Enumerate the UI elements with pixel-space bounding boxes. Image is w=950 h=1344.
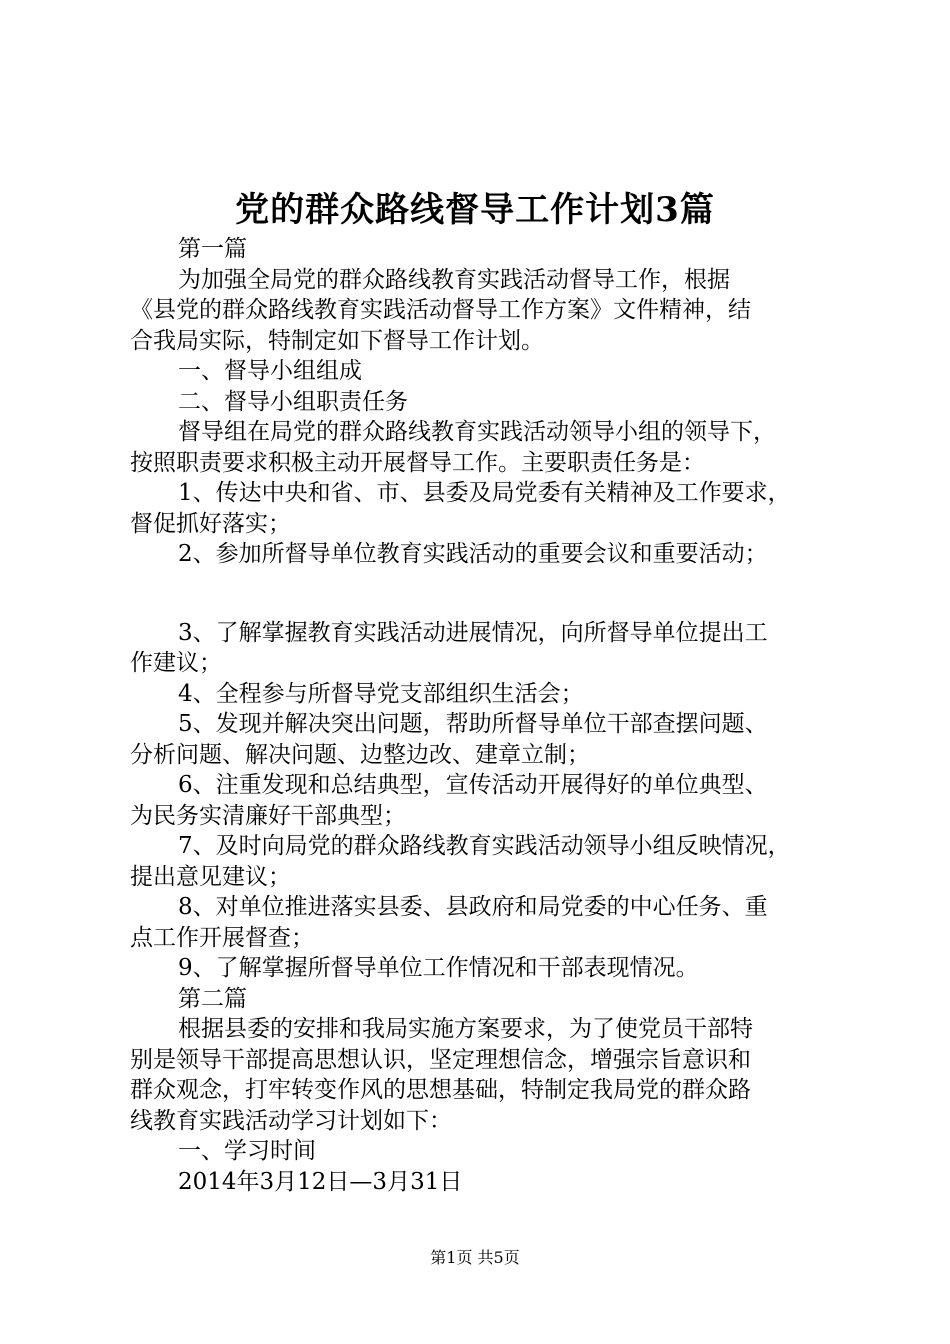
list-item-line: 督促抓好落实；: [130, 510, 291, 537]
subheading: 一、督导小组组成: [178, 358, 362, 384]
list-item-line: 1、传达中央和省、市、县委及局党委有关精神及工作要求，: [178, 480, 791, 506]
list-item-line: 9、了解掌握所督导单位工作情况和干部表现情况。: [178, 955, 699, 981]
list-item-line: 为民务实清廉好干部典型；: [130, 802, 406, 829]
paragraph-line: 线教育实践活动学习计划如下：: [130, 1107, 452, 1134]
list-item-line: 4、全程参与所督导党支部组织生活会；: [178, 680, 584, 707]
list-item-line: 5、发现并解决突出问题，帮助所督导单位干部查摆问题、: [178, 711, 768, 737]
paragraph-line: 《县党的群众路线教育实践活动督导工作方案》文件精神，结: [130, 297, 751, 323]
paragraph-line: 为加强全局党的群众路线教育实践活动督导工作，根据: [178, 266, 730, 293]
subheading: 二、督导小组职责任务: [178, 388, 408, 415]
list-item-line: 提出意见建议；: [130, 863, 291, 890]
list-item-line: 作建议；: [130, 650, 222, 676]
list-item-line: 6、注重发现和总结典型，宣传活动开展得好的单位典型、: [178, 772, 768, 798]
paragraph-line: 群众观念，打牢转变作风的思想基础，特制定我局党的群众路: [130, 1077, 751, 1103]
list-item-line: 2、参加所督导单位教育实践活动的重要会议和重要活动；: [178, 541, 768, 567]
list-item-line: 8、对单位推进落实县委、县政府和局党委的中心任务、重: [178, 894, 768, 920]
section-heading: 第一篇: [178, 236, 247, 262]
paragraph-line: 根据县委的安排和我局实施方案要求，为了使党员干部特: [178, 1016, 753, 1042]
date-range-line: 2014年3月12日—3月31日: [178, 1168, 463, 1195]
page-footer: 第1页 共5页: [430, 1248, 520, 1267]
document-title: 党的群众路线督导工作计划3篇: [235, 190, 715, 230]
section-heading: 第二篇: [178, 985, 247, 1012]
list-item-line: 分析问题、解决问题、边整边改、建章立制；: [130, 741, 590, 768]
blank-line: [130, 570, 830, 618]
subheading: 一、学习时间: [178, 1138, 316, 1164]
paragraph-line: 按照职责要求积极主动开展督导工作。主要职责任务是：: [130, 449, 705, 476]
document-body: [130, 234, 830, 1197]
list-item-line: 点工作开展督查；: [130, 924, 314, 951]
list-item-line: 3、了解掌握教育实践活动进展情况，向所督导单位提出工: [178, 619, 768, 646]
list-item-line: 7、及时向局党的群众路线教育实践活动领导小组反映情况，: [178, 833, 791, 859]
paragraph-line: 合我局实际，特制定如下督导工作计划。: [130, 327, 544, 354]
paragraph-line: 督导组在局党的群众路线教育实践活动领导小组的领导下，: [178, 419, 776, 445]
paragraph-line: 别是领导干部提高思想认识，坚定理想信念，增强宗旨意识和: [130, 1046, 751, 1073]
